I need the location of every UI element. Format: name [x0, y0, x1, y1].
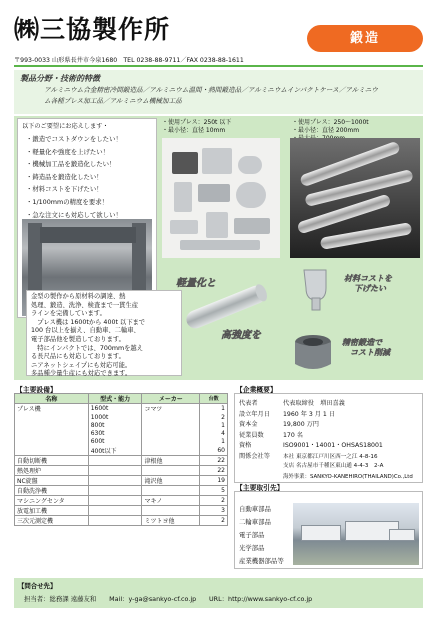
description-line: 多品種少量生産にも対応できます。 — [31, 370, 132, 378]
table-row — [15, 438, 228, 446]
corporate-label: 設立年月日 — [239, 410, 270, 418]
contact-title: 【問合せ先】 — [18, 582, 57, 590]
request-item: ・急な注文にも対応して欲しい！ — [26, 210, 122, 219]
corporate-row — [239, 398, 345, 407]
equipment-spec-cell — [88, 475, 142, 485]
slogan-cost — [344, 274, 392, 294]
table-row — [15, 465, 228, 475]
equipment-title: 【主要設備】 — [16, 386, 57, 394]
customer-item: 産業機器部品等 — [239, 557, 284, 565]
table-row — [15, 495, 228, 505]
equipment-count-cell: 2 — [200, 515, 228, 525]
request-item: ・材料コストを下げたい！ — [26, 185, 103, 194]
table-row — [15, 475, 228, 485]
long-parts-photo — [290, 138, 420, 258]
products-line: ム各種プレス加工品／アルミニウム機械加工品 — [44, 96, 182, 105]
equipment-maker-cell — [142, 429, 200, 437]
products-body — [20, 85, 417, 106]
equipment-maker-cell — [142, 413, 200, 421]
request-item: ・機械加工品を鍛造化したい！ — [26, 160, 116, 169]
equipment-name-cell: 三次元測定機 — [15, 515, 89, 525]
equipment-spec-cell: 1600t — [88, 404, 142, 414]
corporate-label: 資格 — [239, 442, 252, 449]
equipment-name-cell: 自動切断機 — [15, 455, 89, 465]
small-parts-spec — [162, 119, 231, 135]
equipment-maker-cell: 津根他 — [142, 455, 200, 465]
table-row — [15, 446, 228, 456]
equipment-name-cell — [15, 421, 89, 429]
corporate-title: 【企業概要】 — [236, 386, 277, 394]
equipment-maker-cell — [142, 485, 200, 495]
corporate-value: 1960 年 3 月 1 日 — [283, 410, 336, 418]
col-header-spec: 型式・能力 — [88, 394, 142, 404]
equipment-maker-cell — [142, 438, 200, 446]
equipment-spec-cell: 1000t — [88, 413, 142, 421]
requests-box — [17, 118, 157, 318]
cup-part-illustration — [290, 330, 336, 376]
col-header-maker: メーカー — [142, 394, 200, 404]
corporate-label: 代表者 — [239, 400, 258, 407]
equipment-spec-cell — [88, 505, 142, 515]
table-row — [15, 421, 228, 429]
equipment-name-cell: 放電加工機 — [15, 505, 89, 515]
equipment-name-cell: マシニングセンタ — [15, 495, 89, 505]
description-line: 金型の製作から原材料の調達、熱 — [31, 293, 126, 300]
corporate-value: 19,800 万円 — [283, 421, 319, 428]
table-row — [15, 485, 228, 495]
request-item: ・軽量化や強度を上げたい！ — [26, 147, 110, 156]
equipment-spec-cell: 600t — [88, 438, 142, 446]
corporate-label: 資本金 — [239, 421, 258, 428]
requests-list — [26, 133, 122, 221]
equipment-count-cell: 3 — [200, 505, 228, 515]
spec-line: ・使用プレス：250t 以下 — [162, 119, 232, 126]
products-line: アルミニウム合金精密冷間鍛造品／アルミニウム温間・熱間鍛造品／アルミニウムインパクトケース／アルミニウ — [44, 86, 378, 94]
equipment-spec-cell: 630t — [88, 429, 142, 437]
equipment-name-cell — [15, 413, 89, 421]
description-line: 特にインパクトでは、700mmを越え — [31, 344, 144, 352]
spec-line: ・使用プレス：250～1000t — [292, 119, 369, 126]
equipment-maker-cell: ミツトヨ他 — [142, 515, 200, 525]
description-line: ニアネットシェイプにも対応可能。 — [31, 361, 132, 369]
description-box — [26, 290, 182, 376]
slogan-light: 軽量化と — [176, 278, 216, 289]
customer-item: 電子部品 — [239, 531, 265, 539]
contact-line: 担当者：総務課 遠藤友和 Mail：y-ga@sankyo-cf.co.jp URL：http://www.sankyo-cf.co.jp — [24, 595, 313, 603]
slogan-cost-line: 材料コストを — [344, 274, 392, 283]
description-line: プレス機は 1600tから 400t 以下まで — [31, 318, 146, 326]
corporate-value: 海外事業：SANKYO-KANEHIRO(THAILAND)Co.,Ltd — [283, 473, 413, 480]
request-item: ・鋳造品を鍛造化したい！ — [26, 172, 103, 181]
equipment-name-cell: 熱処理炉 — [15, 465, 89, 475]
customer-item: 二輪車部品 — [239, 518, 271, 526]
equipment-count-cell: 19 — [200, 475, 228, 485]
contact-section — [14, 578, 423, 608]
corporate-box — [234, 393, 423, 483]
equipment-spec-cell — [88, 465, 142, 475]
table-row — [15, 413, 228, 421]
corporate-row — [239, 419, 319, 428]
corporate-row — [239, 430, 303, 439]
equipment-name-cell — [15, 429, 89, 437]
description-line: 100 台以上を揃え、自動車、二輪車、 — [31, 327, 140, 335]
description-line: 電子部品他を製造しております。 — [31, 335, 125, 343]
request-item: ・1/100mmの精度を要求！ — [26, 197, 108, 206]
equipment-name-cell: プレス機 — [15, 404, 89, 414]
equipment-count-cell: 1 — [200, 404, 228, 414]
equipment-spec-cell — [88, 495, 142, 505]
equipment-spec-cell: 400t以下 — [88, 446, 142, 456]
equipment-count-cell: 60 — [200, 446, 228, 456]
equipment-spec-cell: 800t — [88, 421, 142, 429]
equipment-name-cell: NC旋盤 — [15, 475, 89, 485]
equipment-table — [14, 393, 228, 526]
slogan-cost-line: 下げたい — [354, 284, 386, 293]
spec-line: ・最小径：直径 200mm — [292, 127, 360, 134]
description-line: 処理、鍛造、洗浄、検査まで一貫生産 — [31, 301, 139, 309]
corporate-row — [239, 461, 383, 469]
products-section — [14, 70, 423, 114]
equipment-header-row — [15, 394, 228, 404]
main-panel — [14, 116, 423, 380]
address-line: 〒993-0033 山形県長井市今泉1680 TEL 0238-88-9711／FAX 0238-88-1611 — [14, 57, 244, 64]
corporate-label: 関係会社等 — [239, 452, 270, 460]
forged-parts-photo — [162, 138, 280, 258]
equipment-count-cell: 4 — [200, 429, 228, 437]
equipment-name-cell — [15, 438, 89, 446]
table-row — [15, 404, 228, 414]
customer-item: 自動車部品 — [239, 505, 271, 513]
corporate-value: 本社 東京都江戸川区西一之江 4-8-16 — [283, 453, 378, 460]
equipment-maker-cell — [142, 505, 200, 515]
col-header-name: 名称 — [15, 394, 89, 404]
equipment-maker-cell — [142, 421, 200, 429]
table-row — [15, 429, 228, 437]
slogan-precision — [342, 338, 390, 358]
products-title: 製品分野・技術的特徴 — [20, 74, 100, 83]
equipment-maker-cell: マキノ — [142, 495, 200, 505]
corporate-value: 代表取締役 増田喜義 — [283, 400, 345, 407]
equipment-count-cell: 1 — [200, 438, 228, 446]
slogan-strong: 高強度を — [221, 330, 261, 341]
description-line: る長尺品にも対応しております。 — [31, 353, 125, 361]
equipment-count-cell: 2 — [200, 495, 228, 505]
corporate-row — [239, 409, 335, 418]
table-row — [15, 515, 228, 525]
equipment-count-cell: 2 — [200, 413, 228, 421]
corporate-value: 支店 名古屋市千種区東山通 4-4-3 2-A — [283, 463, 384, 469]
corporate-value: ISO9001・14001・OHSAS18001 — [283, 442, 383, 449]
col-header-count: 台数 — [200, 394, 228, 404]
corporate-label: 従業員数 — [239, 431, 264, 439]
slogan-precision-line: 精密鍛造で — [342, 338, 382, 347]
equipment-maker-cell — [142, 446, 200, 456]
slogan-precision-line: コスト削減 — [350, 348, 390, 357]
equipment-spec-cell — [88, 485, 142, 495]
equipment-spec-cell — [88, 455, 142, 465]
company-name: ㈱三協製作所 — [14, 15, 171, 44]
table-row — [15, 505, 228, 515]
equipment-maker-cell: コマツ — [142, 404, 200, 414]
requests-title: 以下のご要望にお応えします・ — [22, 123, 109, 130]
header-rule — [14, 65, 423, 67]
equipment-count-cell: 22 — [200, 455, 228, 465]
equipment-spec-cell — [88, 515, 142, 525]
equipment-name-cell — [15, 446, 89, 456]
equipment-count-cell: 1 — [200, 421, 228, 429]
equipment-count-cell: 5 — [200, 485, 228, 495]
forging-badge: 鍛造 — [307, 25, 423, 52]
customers-box — [234, 491, 423, 569]
equipment-maker-cell: 滝沢他 — [142, 475, 200, 485]
description-line: ラインを完備しています。 — [31, 310, 106, 318]
request-item: ・鍛造でコストダウンをしたい！ — [26, 135, 122, 143]
corporate-row — [239, 440, 383, 449]
customers-title: 【主要取引先】 — [236, 484, 284, 492]
spec-line: ・最小径：直径 10mm — [162, 127, 226, 134]
corporate-row — [239, 451, 378, 460]
bracket-part-illustration — [296, 266, 336, 312]
corporate-value: 170 名 — [283, 431, 303, 439]
table-row — [15, 455, 228, 465]
equipment-count-cell: 22 — [200, 465, 228, 475]
factory-photo — [293, 503, 419, 565]
equipment-name-cell: 自動洗浄機 — [15, 485, 89, 495]
customer-item: 光学部品 — [239, 544, 265, 552]
equipment-maker-cell — [142, 465, 200, 475]
corporate-row — [239, 472, 413, 480]
